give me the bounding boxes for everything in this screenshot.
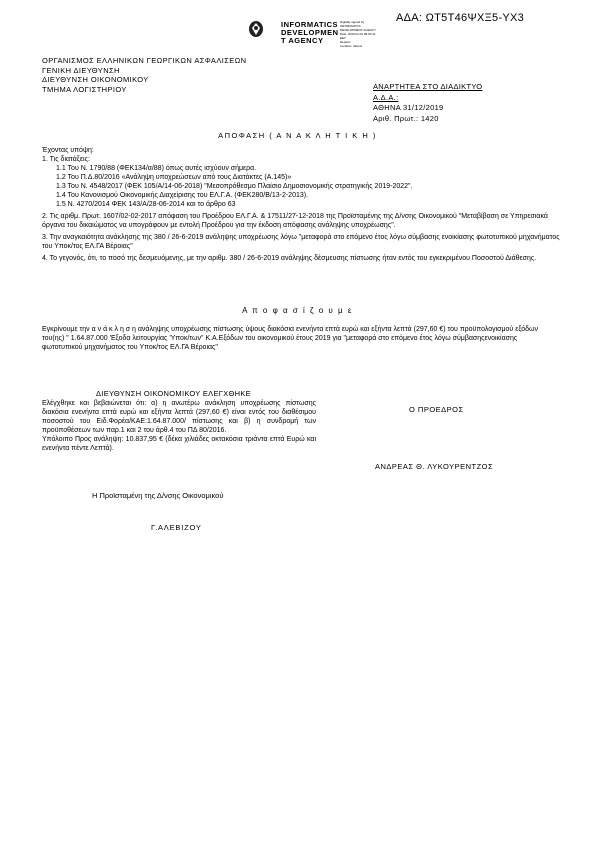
considering-section (42, 146, 562, 263)
considering-item-4: 4. Το γεγονός, ότι, το ποσό της δεσμευόμενης, με την αριθμ. 380 / 26-6-2019 ανάληψης δέσμευσης πίστωσης ήταν εντός του εγκεκριμένου Ποσοστού Διάθεσης. (42, 255, 537, 262)
digital-signature-details (340, 20, 376, 48)
org-line: ΔΙΕΥΘΥΝΣΗ ΟΙΚΟΝΟΜΙΚΟΥ (42, 75, 149, 84)
department-head-label: Η Προϊσταμένη της Δ/νσης Οικονομικού (92, 491, 224, 500)
infotag-line: DEVELOPMEN (281, 28, 339, 37)
considering-subitem: 1.3 Του Ν. 4548/2017 (ΦΕΚ 105/Α/14-06-2018) "Μεσοπρόθεσμο Πλαίσιο Δημοσιονομικής στρατηγικής 2019-2022". (56, 183, 413, 190)
president-label: Ο ΠΡΟΕΔΡΟΣ (409, 405, 464, 414)
protocol-number: Αριθ. Πρωτ.: 1420 (373, 113, 439, 123)
infotag-line: INFORMATICS (281, 20, 339, 29)
considering-item-2: 2. Τις αριθμ. Πρωτ. 1607/02-02-2017 απόφαση του Προέδρου ΕΛ.Γ.Α. & 17511/27-12-2018 της Προϊσταμένης της Δ/νσης Οικονομικού "Μεταβίβαση σε Υπηρεσιακά όργανα του δικαιώματος να υπογράφουν με εντολή Προέδρου για την έκδοση απόφασης ανάληψης υποχρέωσης". (42, 213, 548, 229)
document-date: ΑΘΗΝΑ 31/12/2019 (373, 103, 444, 112)
internet-posting-label: ΑΝΑΡΤΗΤΕΑ ΣΤΟ ΔΙΑΔΙΚΤΥΟ (373, 82, 483, 91)
signature-detail-line: DEVELOPMENT AGENCY (340, 28, 376, 32)
signature-detail-line: INFORMATICS (340, 24, 361, 28)
signature-detail-line: Date: 2020.01.02 08:00:11 (340, 32, 376, 36)
ada-code-top: ΑΔΑ: ΩΤ5Τ46ΨΧΞ5-ΥΧ3 (396, 12, 525, 24)
control-text: Ελέγχθηκε και βεβαιώνεται ότι: α) η ανωτέρω ανάκληση υποχρέωσης πίστωσης διακόσια ενενήντα επτά ευρώ και εξήντα λεπτά (297,60 €) είναι εντός του διαθέσιμου ποσοστού του Ειδ.Φορέα/ΚΑΕ:1.64.87.000/ πίστωσης και β) η συνδρομή των προϋποθέσεων των παρ.1 και 2 του άρθ.4 του ΠΔ 80/2016. (42, 400, 316, 434)
signature-detail-line: Digitally signed by (340, 20, 365, 24)
considering-subitem: 1.5 Ν. 4270/2014 ΦΕΚ 143/Α/28-06-2014 και το άρθρο 63 (56, 201, 236, 208)
decision-text: Εγκρίνουμε την α ν ά κ λ η σ η ανάληψης υποχρέωσης πίστωσης ύψους διακόσια ενενήντα επτά ευρώ και εξήντα λεπτά (297,60 €) του προϋπολογισμού εξόδων του(ης) " 1.64.87.000 'Εξοδα λειτουργίας 'Υποκ/των" Κ.Α.Εξόδων του οικονομικού έτους 2019 για "μεταφορά στο επόμενο έτος λόγω σύμβασηςενοικίασης φωτοτυπικού μηχανήματος του Υποκ/τος ΕΛ.ΓΑ Βέροιας" (42, 326, 539, 351)
org-line: ΓΕΝΙΚΗ ΔΙΕΥΘΥΝΣΗ (42, 65, 120, 75)
organization-header (42, 56, 246, 94)
org-line: ΤΜΗΜΑ ΛΟΓΙΣΤΗΡΙΟΥ (42, 84, 127, 94)
org-line: ΟΡΓΑΝΙΣΜΟΣ ΕΛΛΗΝΙΚΩΝ ΓΕΩΡΓΙΚΩΝ ΑΣΦΑΛΙΣΕΩΝ (42, 56, 247, 65)
considering-item-1: 1. Τις διατάξεις: (42, 156, 90, 163)
considering-intro: Έχοντας υπόψη: (42, 147, 94, 154)
signature-detail-line: EET (340, 36, 346, 40)
posting-info (373, 82, 482, 124)
remaining-balance: Υπόλοιπο Προς ανάληψη: 10.837,95 € (δέκα χιλιάδες οκτακόσια τριάντα επτά Ευρώ και ενενήντα πέντε Λεπτά). (42, 436, 316, 452)
considering-subitem: 1.2 Του Π.Δ.80/2016 «Ανάληψη υποχρεώσεων από τους Διατάκτες (Α.145)» (56, 174, 292, 181)
greek-republic-seal-icon (248, 20, 264, 38)
president-name: ΑΝΔΡΕΑΣ Θ. ΛΥΚΟΥΡΕΝΤΖΟΣ (375, 462, 494, 471)
department-head-name: Γ.ΑΛΕΒΙΖΟΥ (151, 523, 202, 532)
financial-control-body (42, 399, 316, 453)
signing-agency-label (281, 21, 339, 45)
financial-control-title: ΔΙΕΥΘΥΝΣΗ ΟΙΚΟΝΟΜΙΚΟΥ ΕΛΕΓΧΘΗΚΕ (96, 389, 251, 398)
infotag-line: T AGENCY (281, 36, 324, 45)
document-title: ΑΠΟΦΑΣΗ ( Α Ν Α Κ Λ Η Τ Ι Κ Η ) (218, 131, 377, 140)
considering-subitem: 1.4 Του Κανονισμού Οικονομικής Διαχείρισης του ΕΛ.Γ.Α. (ΦΕΚ280/Β/13-2-2013). (56, 192, 309, 199)
decide-heading: Α π ο φ α σ ί ζ ο υ μ ε (242, 306, 353, 315)
signature-detail-line: Location: Athens (340, 44, 363, 48)
signature-detail-line: Reason: (340, 40, 352, 44)
considering-subitem: 1.1 Του Ν. 1790/88 (ΦΕΚ134/α/88) όπως αυτές ισχύουν σήμερα. (56, 165, 257, 172)
considering-item-3: 3. Την αναγκαιότητα ανάκλησης της 380 / 26-6-2019 ανάληψης υποχρέωσης λόγω "μεταφορά στο επόμενο έτος λόγω σύμβασης ενοικίασης φωτοτυπικού μηχανήματος του Υποκ/τος ΕΛ.ΓΑ Βέροιας" (42, 234, 560, 250)
ada-label: Α.Δ.Α.: (373, 92, 399, 102)
